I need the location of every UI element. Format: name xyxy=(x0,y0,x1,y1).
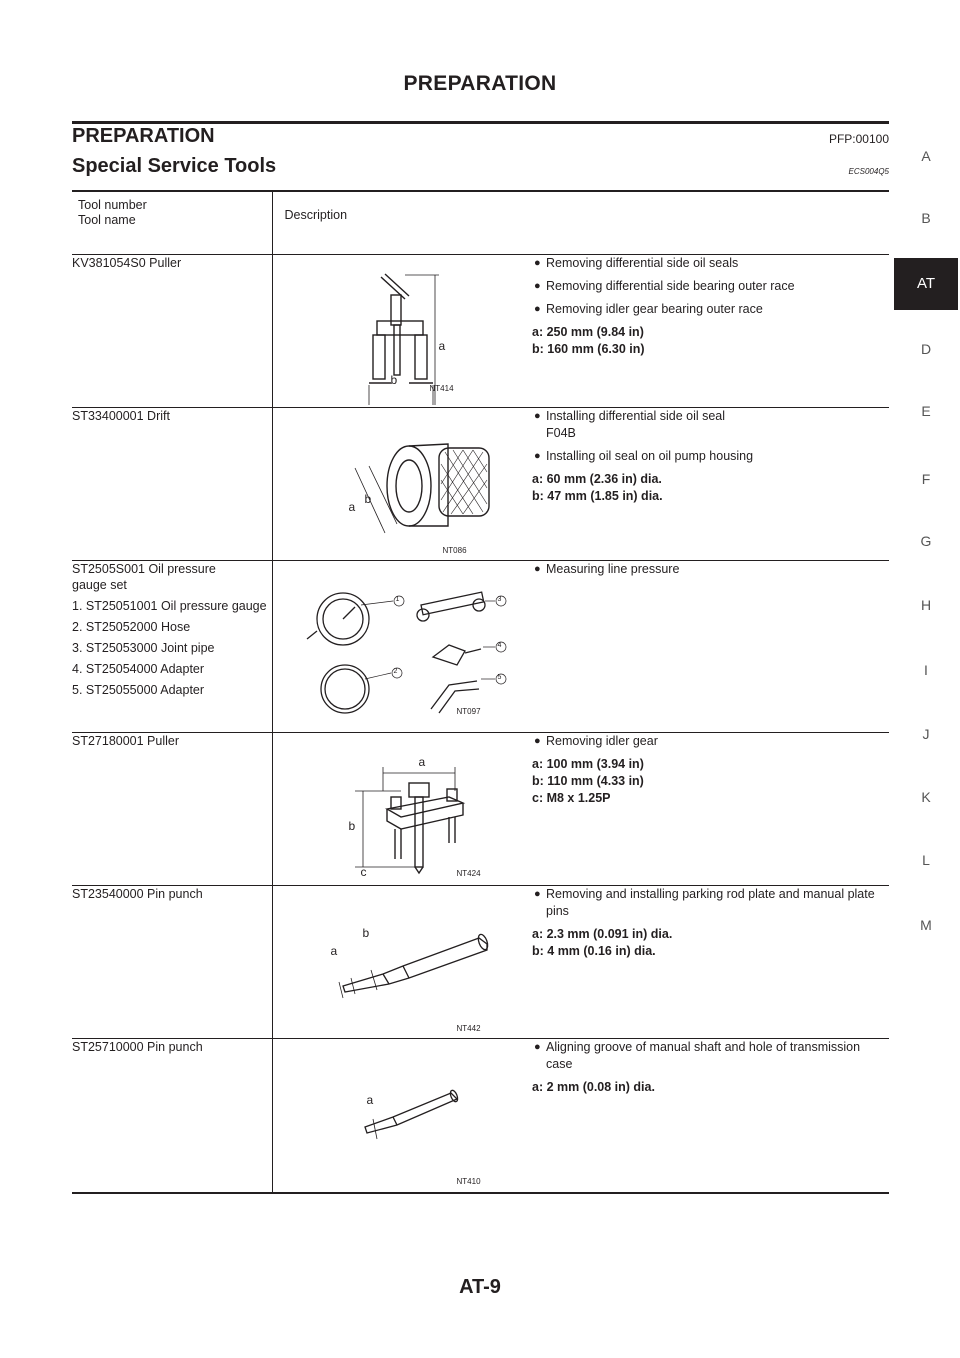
index-tab-j[interactable]: J xyxy=(922,726,930,742)
gauge-set-figure xyxy=(273,561,533,731)
description-bullet: ● Installing oil seal on oil pump housing xyxy=(534,449,754,463)
figure-cell xyxy=(272,1039,532,1193)
tool-name: ST33400001 Drift xyxy=(72,409,170,423)
table-row xyxy=(72,733,889,886)
header-description: Description xyxy=(272,192,889,255)
dimension-label: b xyxy=(362,926,370,940)
bullet-icon: ● xyxy=(534,257,541,269)
figure-id: NT442 xyxy=(456,1024,481,1033)
figure-cell xyxy=(272,886,532,1039)
subsection-title: Special Service Tools xyxy=(72,155,277,177)
tool-name-cont: gauge set xyxy=(72,578,127,592)
description-cell xyxy=(532,408,889,561)
table-row xyxy=(72,561,889,733)
dimension-label: b xyxy=(348,819,356,833)
spec-line: b: 110 mm (4.33 in) xyxy=(532,774,644,788)
callout-number: 3 xyxy=(497,596,502,603)
dimension-label: c xyxy=(360,865,367,879)
index-tab-g[interactable]: G xyxy=(920,533,932,549)
puller-figure xyxy=(273,255,533,405)
description-cell xyxy=(532,1039,889,1193)
spec-line: b: 4 mm (0.16 in) dia. xyxy=(532,944,656,958)
index-tab-k[interactable]: K xyxy=(921,789,931,805)
spec-line: a: 2.3 mm (0.091 in) dia. xyxy=(532,927,673,941)
index-tab-b[interactable]: B xyxy=(921,210,931,226)
index-tab-m[interactable]: M xyxy=(920,917,932,933)
tool-name-cell xyxy=(72,408,272,561)
description-bullet: ● Aligning groove of manual shaft and hole of transmission case xyxy=(534,1040,861,1071)
puller-illustration xyxy=(273,255,533,405)
tool-name-cell xyxy=(72,255,272,408)
figure-id: NT086 xyxy=(442,546,467,555)
bullet-icon: ● xyxy=(534,280,541,292)
spec-line: a: 2 mm (0.08 in) dia. xyxy=(532,1080,655,1094)
pin-punch-illustration xyxy=(273,886,533,1036)
header-tool-name: Tool name xyxy=(78,213,136,227)
index-tab-d[interactable]: D xyxy=(920,341,932,357)
callout-number: 2 xyxy=(393,668,398,675)
page-number: AT-9 xyxy=(459,1276,501,1298)
tool-name-cell xyxy=(72,886,272,1039)
figure-id: NT414 xyxy=(429,384,454,393)
description-cell xyxy=(532,733,889,886)
tool-name-cell xyxy=(72,733,272,886)
index-tab-h[interactable]: H xyxy=(920,597,932,613)
description-bullet: ● Removing and installing parking rod plate and manual plate pins xyxy=(534,887,875,918)
tool-name: KV381054S0 Puller xyxy=(72,256,182,270)
tool-name: ST2505S001 Oil pressure xyxy=(72,562,216,576)
header-tool-number: Tool number xyxy=(78,198,147,212)
tool-subitem: 5. ST25055000 Adapter xyxy=(72,683,205,697)
spec-line: a: 100 mm (3.94 in) xyxy=(532,757,644,771)
tool-subitem: 1. ST25051001 Oil pressure gauge xyxy=(72,599,267,613)
section-index-tabs xyxy=(894,0,960,1358)
tool-name-cell xyxy=(72,561,272,733)
figure-cell xyxy=(272,561,532,733)
description-cell xyxy=(532,886,889,1039)
pin-punch-figure xyxy=(273,1039,533,1189)
drift-figure xyxy=(273,408,533,558)
special-service-tools-table xyxy=(72,192,889,1194)
description-cell xyxy=(532,255,889,408)
tool-subitem: 4. ST25054000 Adapter xyxy=(72,662,205,676)
description-bullet: ● Removing idler gear xyxy=(534,734,658,748)
table-header-row xyxy=(72,192,889,255)
spec-line: b: 47 mm (1.85 in) dia. xyxy=(532,489,663,503)
bullet-icon: ● xyxy=(534,563,541,575)
subsection-code: ECS004Q5 xyxy=(848,167,889,176)
table-row xyxy=(72,255,889,408)
index-tab-a[interactable]: A xyxy=(921,148,931,164)
dimension-label: a xyxy=(330,944,338,958)
idler-puller-illustration xyxy=(273,733,533,883)
index-tab-f[interactable]: F xyxy=(921,471,931,487)
index-tab-i[interactable]: I xyxy=(924,662,928,678)
callout-number: 4 xyxy=(497,642,502,649)
dimension-label: a xyxy=(438,339,446,353)
bullet-icon: ● xyxy=(534,1041,541,1053)
callout-number: 5 xyxy=(497,674,502,681)
spec-line: a: 250 mm (9.84 in) xyxy=(532,325,644,339)
figure-cell xyxy=(272,255,532,408)
bullet-icon: ● xyxy=(534,888,541,900)
description-bullet: ● Removing differential side bearing outer race xyxy=(534,279,795,293)
drift-illustration xyxy=(273,408,533,558)
dimension-label: a xyxy=(418,755,426,769)
dimension-label: a xyxy=(348,500,356,514)
header-rule xyxy=(72,121,889,124)
callout-number: 1 xyxy=(395,596,400,603)
tool-name: ST23540000 Pin punch xyxy=(72,887,203,901)
description-bullet: ● Removing idler gear bearing outer race xyxy=(534,302,763,316)
tool-subitem: 2. ST25052000 Hose xyxy=(72,620,191,634)
index-tab-at-active[interactable]: AT xyxy=(894,258,958,310)
table-row xyxy=(72,886,889,1039)
spec-line: c: M8 x 1.25P xyxy=(532,791,611,805)
bullet-icon: ● xyxy=(534,450,541,462)
figure-cell xyxy=(272,733,532,886)
pin-punch-figure xyxy=(273,886,533,1036)
tool-subitem: 3. ST25053000 Joint pipe xyxy=(72,641,215,655)
tool-name-cell xyxy=(72,1039,272,1193)
bullet-icon: ● xyxy=(534,303,541,315)
description-bullet: ● Removing differential side oil seals xyxy=(534,256,739,270)
tool-name: ST25710000 Pin punch xyxy=(72,1040,203,1054)
header-tool-cell xyxy=(72,192,272,255)
spec-line: b: 160 mm (6.30 in) xyxy=(532,342,645,356)
description-bullet: ● Measuring line pressure xyxy=(534,562,680,576)
index-tab-e[interactable]: E xyxy=(921,403,931,419)
running-header: PREPARATION xyxy=(403,72,557,95)
figure-id: NT424 xyxy=(456,869,481,878)
dimension-label: b xyxy=(390,373,398,387)
section-code: PFP:00100 xyxy=(828,132,889,146)
figure-id: NT097 xyxy=(456,707,481,716)
index-tab-l[interactable]: L xyxy=(922,852,930,868)
tool-name: ST27180001 Puller xyxy=(72,734,180,748)
pin-punch-illustration xyxy=(273,1039,533,1189)
dimension-label: b xyxy=(364,492,372,506)
description-cell xyxy=(532,561,889,733)
idler-puller-figure xyxy=(273,733,533,883)
bullet-icon: ● xyxy=(534,410,541,422)
section-title: PREPARATION xyxy=(72,125,215,147)
table-row xyxy=(72,1039,889,1193)
bullet-icon: ● xyxy=(534,735,541,747)
description-bullet: ● Installing differential side oil seal F04B xyxy=(534,409,726,440)
spec-line: a: 60 mm (2.36 in) dia. xyxy=(532,472,662,486)
figure-cell xyxy=(272,408,532,561)
table-row xyxy=(72,408,889,561)
dimension-label: a xyxy=(366,1093,374,1107)
gauge-set-illustration xyxy=(273,561,533,731)
figure-id: NT410 xyxy=(456,1177,481,1186)
